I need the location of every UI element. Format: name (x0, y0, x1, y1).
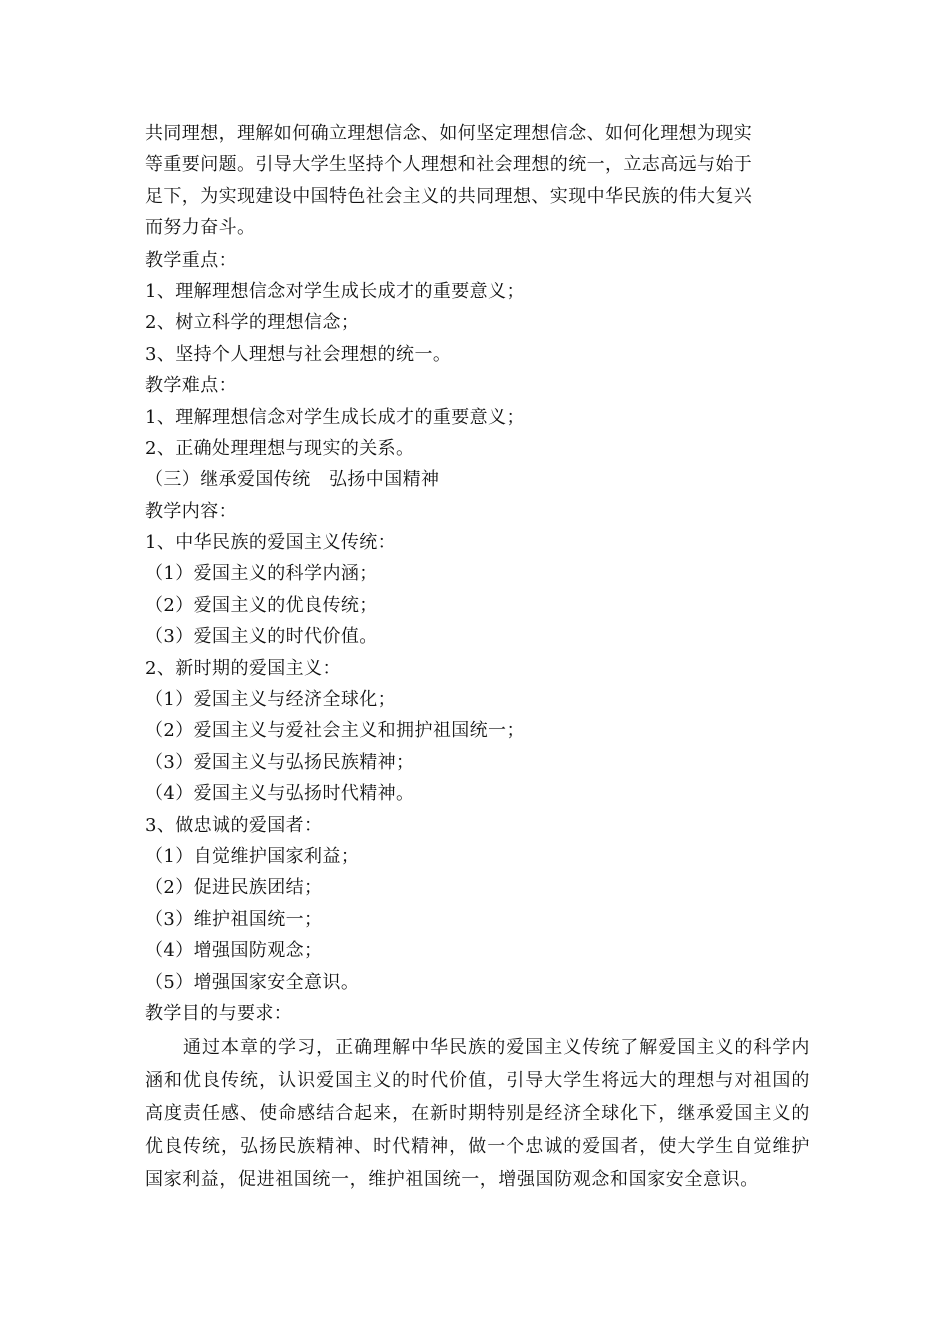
list-item: 1、理解理想信念对学生成长成才的重要意义； (145, 406, 525, 428)
sub-list-item: （3）爱国主义的时代价值。 (145, 626, 378, 648)
list-item: 1、中华民族的爱国主义传统： (145, 532, 397, 554)
list-item: 2、树立科学的理想信念； (145, 312, 360, 334)
heading-teaching-focus: 教学重点： (145, 249, 237, 271)
intro-line: 共同理想，理解如何确立理想信念、如何坚定理想信念、如何化理想为现实 (145, 123, 753, 144)
list-item: 3、做忠诚的爱国者： (145, 814, 323, 836)
sub-list-item: （3）维护祖国统一； (145, 908, 323, 930)
sub-list-item: （5）增强国家安全意识。 (145, 971, 360, 993)
intro-line: 等重要问题。引导大学生坚持个人理想和社会理想的统一，立志高远与始于 (145, 154, 753, 176)
list-item: 2、新时期的爱国主义： (145, 657, 341, 679)
sub-list-item: （2）爱国主义的优良传统； (145, 594, 378, 616)
sub-list-item: （4）增强国防观念； (145, 940, 323, 962)
list-item: 3、坚持个人理想与社会理想的统一。 (145, 343, 452, 365)
list-item: 1、理解理想信念对学生成长成才的重要意义； (145, 280, 525, 302)
goals-text: 国家利益，促进祖国统一，维护祖国统一，增强国防观念和国家安全意识。 (145, 1169, 759, 1191)
goals-paragraph (145, 1031, 810, 1196)
intro-line: 足下，为实现建设中国特色社会主义的共同理想、实现中华民族的伟大复兴 (145, 185, 753, 207)
document-page (145, 118, 810, 1196)
section-title: （三）继承爱国传统 弘扬中国精神 (145, 469, 440, 491)
intro-paragraph (145, 118, 810, 244)
sub-list-item: （1）爱国主义的科学内涵； (145, 563, 378, 585)
sub-list-item: （1）爱国主义与经济全球化； (145, 689, 397, 711)
goals-text: 高度责任感、使命感结合起来，在新时期特别是经济全球化下，继承爱国主义的 (145, 1103, 810, 1125)
sub-list-item: （2）爱国主义与爱社会主义和拥护祖国统一； (145, 720, 525, 742)
sub-list-item: （1）自觉维护国家利益； (145, 845, 360, 867)
heading-teaching-goals: 教学目的与要求： (145, 1002, 293, 1024)
sub-list-item: （2）促进民族团结； (145, 877, 323, 899)
sub-list-item: （3）爱国主义与弘扬民族精神； (145, 751, 415, 773)
goals-text: 涵和优良传统，认识爱国主义的时代价值，引导大学生将远大的理想与对祖国的 (145, 1070, 810, 1092)
intro-line: 而努力奋斗。 (145, 217, 256, 239)
sub-list-item: （4）爱国主义与弘扬时代精神。 (145, 783, 415, 805)
list-item: 2、正确处理理想与现实的关系。 (145, 437, 415, 459)
goals-text: 通过本章的学习，正确理解中华民族的爱国主义传统了解爱国主义的科学内 (183, 1037, 810, 1059)
heading-teaching-difficulty: 教学难点： (145, 375, 237, 397)
goals-text: 优良传统，弘扬民族精神、时代精神，做一个忠诚的爱国者，使大学生自觉维护 (145, 1136, 810, 1158)
heading-teaching-content: 教学内容： (145, 500, 237, 522)
